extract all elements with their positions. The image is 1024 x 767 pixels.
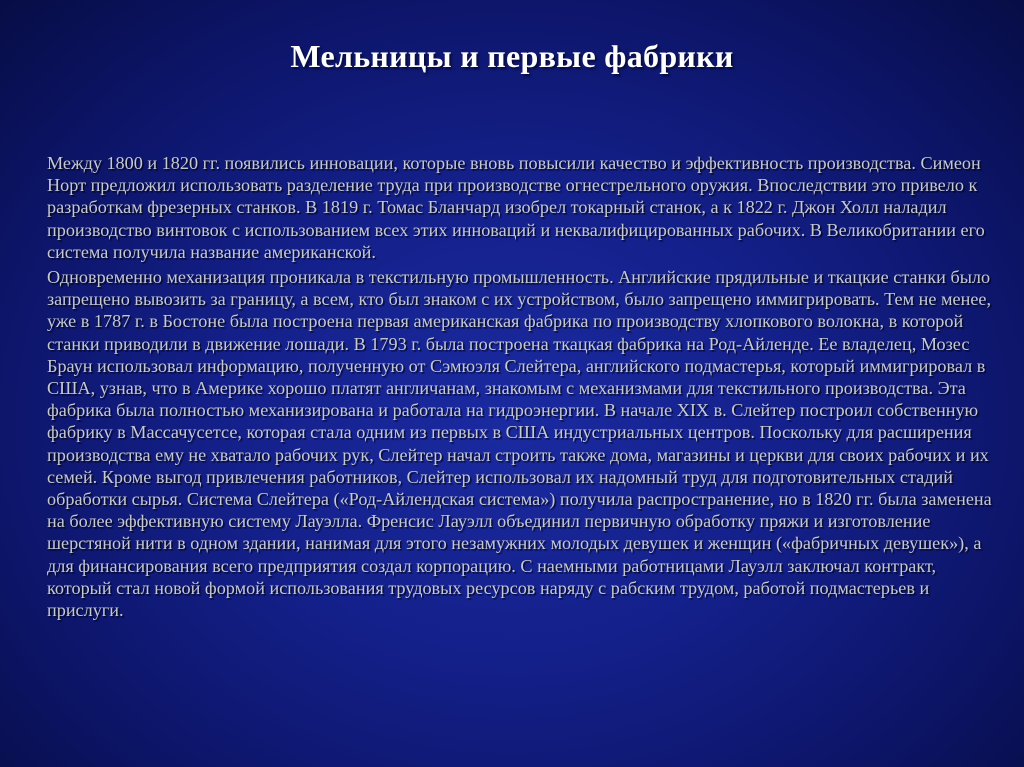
slide-body (47, 152, 997, 624)
paragraph-2: Одновременно механизация проникала в текстильную промышленность. Английские прядильные и ткацкие станки было запрещено вывозить за границу, а всем, кто был знаком с их устройством, было запрещено иммигрировать. Тем не менее, уже в 1787 г. в Бостоне была построена первая американская фабрика по производству хлопкового волокна, в которой станки приводили в движение лошади. В 1793 г. была построена ткацкая фабрика на Род-Айленде. Ее владелец, Мозес Браун использовал информацию, полученную от Сэмюэля Слейтера, английского подмастерья, который иммигрировал в США, узнав, что в Америке хорошо платят англичанам, знакомым с механизмами для текстильного производства. Эта фабрика была полностью механизирована и работала на гидроэнергии. В начале XIX в. Слейтер построил собственную фабрику в Массачусетсе, которая стала одним из первых в США индустриальных центров. Поскольку для расширения производства ему не хватало рабочих рук, Слейтер начал строить также дома, магазины и церкви для своих рабочих и их семей. Кроме выгод привлечения работников, Слейтер использовал их надомный труд для подготовительных стадий обработки сырья. Система Слейтера («Род-Айлендская система») получила распространение, но в 1820 гг. была заменена на более эффективную систему Лауэлла. Френсис Лауэлл объединил первичную обработку пряжи и изготовление шерстяной нити в одном здании, нанимая для этого незамужних молодых девушек и женщин («фабричных девушек»), а для финансирования всего предприятия создал корпорацию. С наемными работницами Лауэлл заключал контракт, который стал новой формой использования трудовых ресурсов наряду с рабским трудом, работой подмастерьев и прислуги. (47, 267, 992, 621)
paragraph-1: Между 1800 и 1820 гг. появились инновации, которые вновь повысили качество и эффективность производства. Симеон Норт предложил использовать разделение труда при производстве огнестрельного оружия. Впоследствии это привело к разработкам фрезерных станков. В 1819 г. Томас Бланчард изобрел токарный станок, а к 1822 г. Джон Холл наладил производство винтовок с использованием всех этих инноваций и неквалифицированных рабочих. В Великобритании его система получила название американской. (47, 153, 985, 262)
slide-title: Мельницы и первые фабрики (290, 38, 734, 74)
